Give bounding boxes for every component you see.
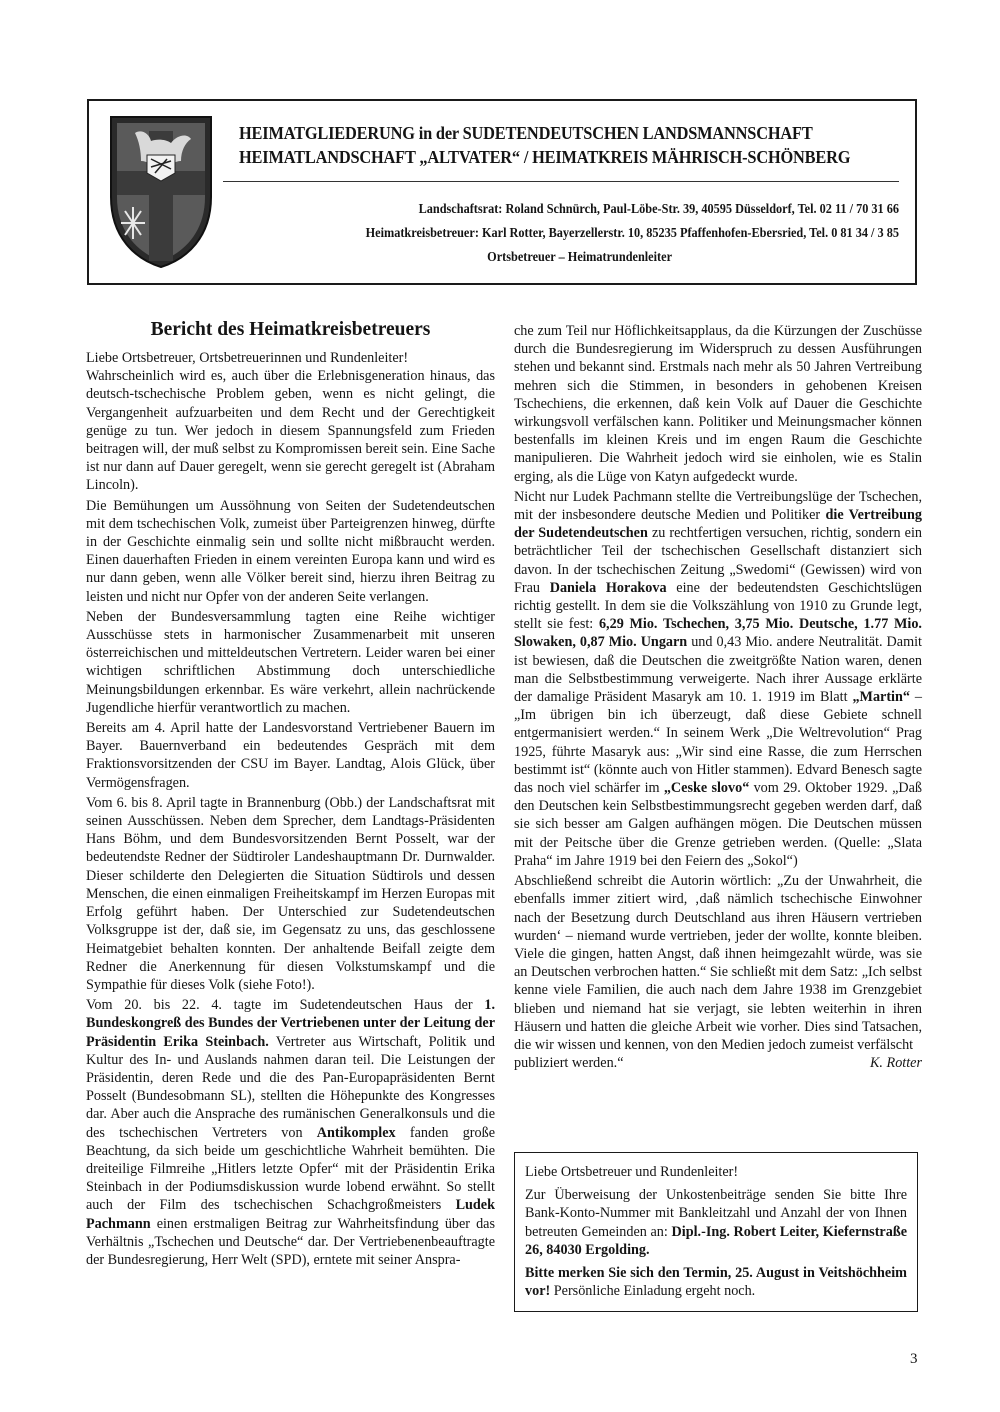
- coat-of-arms-eagle-icon: [107, 111, 215, 271]
- contact-landschaftsrat: Landschaftsrat: Roland Schnürch, Paul-Löbe-Str. 39, 40595 Düsseldorf, Tel. 02 11 / 70 31 66: [418, 201, 899, 216]
- article-closing: publiziert werden.“: [514, 1055, 624, 1072]
- article-paragraph: Neben der Bundesversammlung tagten eine Reihe wichtiger Ausschüsse stets in harmonischer Zusammenarbeit mit unseren österreichischen und mitteldeutschen Vertretern. Leider waren bei einer wichtigen schriftlichen Abstimmung doch unterschiedliche Meinungsbildungen erkennbar. Es wäre verkehrt, allein nachrückende Jugendliche hierfür verantwortlich zu machen.: [86, 608, 495, 716]
- page-number: 3: [910, 1351, 918, 1367]
- article-salutation: Liebe Ortsbetreuer, Ortsbetreuerinnen und Rundenleiter!: [86, 350, 409, 366]
- article-title: Bericht des Heimatkreisbetreuers: [150, 319, 431, 340]
- article-paragraph: Vom 20. bis 22. 4. tagte im Sudetendeutschen Haus der 1. Bundeskongreß des Bundes der Vertriebenen unter der Leitung der Präsidentin Erika Steinbach. Vertreter aus Wirtschaft, Politik und Kultur des In- und Auslands nahmen daran teil. Die Leistungen der Präsidentin, deren Rede und die des Pan-Europapräsidenten Bernt Posselt (Bundesobmann SL), stellten die Höhepunkte des Kongresses dar. Aber auch die Ansprache des rumänischen Generalkonsuls und die des tschechischen Vertreters von Antikomplex fanden große Beachtung, da sich beide um geschichtliche Wahrheit bemühten. Die dreiteilige Filmreihe „Hitlers letzte Opfer“ mit der Präsidentin Erika Steinbach in der Podiumsdiskussion wurde lobend erwähnt. So stellt auch der Film des tschechischen Schachgroßmeisters Ludek Pachmann einen erstmaligen Beitrag zur Wahrheitsfindung über das Verhältnis „Tschechen und Deutsche“ dar. Der Vertriebenenbeauftragte der Bundesregierung, Herr Welt (SPD), erntete mit seiner Anspra-: [86, 997, 496, 1268]
- notice-date: Bitte merken Sie sich den Termin, 25. August in Veitshöchheim vor! Persönliche Einladung ergeht noch.: [525, 1265, 907, 1300]
- article-column-right: [514, 322, 922, 1072]
- bold-vertreibung: die Vertreibung der Sudetendeutschen: [514, 507, 922, 542]
- article-column-left: [86, 318, 495, 1271]
- article-paragraph: Bereits am 4. April hatte der Landesvorstand Vertriebener Bauern im Bayer. Bauernverband ein bedeutendes Gespräch mit dem Fraktionsvorsitzenden der CSU im Bayer. Landtag, Alois Glück, über Vermögensfragen.: [86, 720, 495, 791]
- header-title-line1: HEIMATGLIEDERUNG in der SUDETENDEUTSCHEN LANDSMANNSCHAFT: [239, 123, 813, 143]
- bold-kongress: 1. Bundeskongreß des Bundes der Vertriebenen unter der Leitung der Präsidentin Erika Steinbach.: [86, 997, 495, 1050]
- bold-horakova: Daniela Horakova: [549, 579, 667, 596]
- header-title-line2: HEIMATLANDSCHAFT „ALTVATER“ / HEIMATKREIS MÄHRISCH-SCHÖNBERG: [239, 147, 851, 167]
- bold-pachmann: Ludek Pachmann: [86, 1197, 495, 1232]
- bold-martin: „Martin“: [852, 689, 910, 706]
- article-paragraph: Die Bemühungen um Aussöhnung von Seiten der Sudetendeutschen mit dem tschechischen Volk, zumeist über Parteigrenzen hinweg, dürfte in der Geschichte einmalig sein und sollte nicht mißbraucht werden. Einen dauerhaften Frieden in einem vereinten Europa kann und wird es nur dann geben, wenn alle Völker bereit sind, hierzu ihren Beitrag zu leisten und nicht nur Opfer von der anderen Seite verlangen.: [86, 497, 495, 605]
- bold-antikomplex: Antikomplex: [316, 1124, 396, 1141]
- header-contacts: [223, 197, 899, 269]
- article-paragraph: Nicht nur Ludek Pachmann stellte die Vertreibungslüge der Tschechen, mit der insbesondere deutsche Medien und Politiker die Vertreibung der Sudetendeutschen zu rechtfertigen versuchen, richtig, sondern ein beträchtlicher Teil der tschechischen Gesellschaft distanziert sich davon. In der tschechischen Zeitung „Swedomi“ (Gewissen) wird von Frau Daniela Horakova eine der bedeutendsten Geschichtslügen richtig gestellt. In dem sie die Volkszählung von 1910 zu Grunde legt, stellt sie fest: 6,29 Mio. Tschechen, 3,75 Mio. Deutsche, 1.77 Mio. Slowaken, 0,87 Mio. Ungarn und 0,43 Mio. andere Neutralität. Damit ist bewiesen, daß die Deutschen die zweitgrößte Nation waren, denen man die Selbstbestimmung verweigerte. Nach ihrer Aussage erklärte der damalige Präsident Masaryk am 10. 1. 1919 im Blatt „Martin“ – „Im übrigen bin ich überzeugt, daß diese Gebiete schnell entgermanisiert werden.“ In seinem Werk „Die Weltrevolution“ Prag 1925, führte Masaryk aus: „Wir sind eine Rasse, die zum Herrschen bestimmt ist“ (könnte auch von Hitler stammen). Edvard Benesch sagte das noch viel schärfer im „Ceske slovo“ vom 29. Oktober 1929. „Daß den Deutschen kein Selbstbestimmungsrecht gegeben werden darf, daß sie sich besser am Galgen aufhängen mögen. Die Deutschen müssen mit der Peitsche über die Grenze getrieben werden. (Quelle: „Slata Praha“ im Jahre 1919 bei den Feiern des „Sokol“): [514, 488, 923, 869]
- header-divider: [223, 181, 899, 182]
- contact-heimatkreisbetreuer: Heimatkreisbetreuer: Karl Rotter, Bayerzellerstr. 10, 85235 Pfaffenhofen-Ebersried, Tel. 0 81 34 / 3 85: [365, 225, 899, 240]
- article-paragraph: Abschließend schreibt die Autorin wörtlich: „Zu der Unwahrheit, die ebenfalls immer zitiert wird, ‚daß nämlich tschechische Einwohner nach der Besetzung durch Deutschland aus ihren Häusern vertrieben wurden‘ – niemand wurde vertrieben, jeder der wollte, konnte bleiben. Viele die gingen, hatten Angst, daß ihnen heimgezahlt würde, was sie an Deutschen verbrochen hatten.“ Sie schließt mit dem Satz: „Ich selbst kenne viele Familien, die auch nach dem Jahre 1938 im Grenzgebiet blieben und niemand hat sie verjagt, sie lebten weiterhin in ihren Häusern und hatten die gleiche Arbeit wie vorher. Dies sind Tatsachen, die wir wissen und kennen, von den Medien jedoch zumeist verfälscht: [514, 873, 922, 1053]
- article-signature: K. Rotter: [869, 1055, 922, 1072]
- header-title: [239, 121, 871, 169]
- article-paragraph: Vom 6. bis 8. April tagte in Brannenburg (Obb.) der Landschaftsrat mit seinen Ausschüssen. Neben dem Sprecher, dem Landtags-Präsidenten Hans Böhm, und dem Bundesvorsitzenden Bernt Posselt, war der bedeutendste Redner der Südtiroler Landeshauptmann Dr. Durnwalder. Dieser schilderte den Delegierten die Situation Südtirols und dessen Menschen, die einen einmaligen Freiheitskampf im Herzen Europas mit Erfolg geführt haben. Der Unterschied zur Sudetendeutschen Volksgruppe ist der, daß sie, im Gegensatz zu uns, das geschlossene Heimatgebiet behalten konnten. Der anhaltende Beifall zeigte dem Redner die Anerkennung für diesen Volkstumskampf und die Sympathie für dieses Volk (siehe Foto!).: [86, 794, 495, 993]
- notice-greeting: Liebe Ortsbetreuer und Rundenleiter!: [525, 1164, 739, 1180]
- notice-address: Dipl.-Ing. Robert Leiter, Kiefernstraße 26, 84030 Ergolding.: [525, 1223, 908, 1258]
- notice-box: [514, 1152, 918, 1312]
- bold-volkszaehlung: 6,29 Mio. Tschechen, 3,75 Mio. Deutsche, 1.77 Mio. Slowaken, 0,87 Mio. Ungarn: [514, 616, 922, 651]
- header-box: [87, 99, 917, 285]
- bold-ceske-slovo: „Ceske slovo“: [663, 780, 750, 797]
- notice-body: Zur Überweisung der Unkostenbeiträge senden Sie bitte Ihre Bank-Konto-Nummer mit Bankleitzahl und Anzahl der von Ihnen betreuten Gemeinden an: Dipl.-Ing. Robert Leiter, Kiefernstraße 26, 84030 Ergolding.: [525, 1187, 908, 1258]
- article-paragraph: Wahrscheinlich wird es, auch über die Erlebnisgeneration hinaus, das deutsch-tschechische Problem geben, wenn es nicht gelingt, die Vergangenheit aufzuarbeiten und dem Recht und der Gerechtigkeit genüge zu tun. Wer jedoch in diesem Spannungsfeld zum Frieden beitragen will, der muß selbst zu Kompromissen bereit sein. Eine Sache ist nur dann auf Dauer geregelt, wenn sie gerecht geregelt ist (Abraham Lincoln).: [86, 368, 495, 494]
- article-signature-line: [514, 1054, 922, 1072]
- notice-date-bold: Bitte merken Sie sich den Termin, 25. August in Veitshöchheim vor!: [525, 1265, 907, 1300]
- contact-ortsbetreuer: Ortsbetreuer – Heimatrundenleiter: [487, 249, 673, 264]
- article-paragraph: che zum Teil nur Höflichkeitsapplaus, da die Kürzungen der Zuschüsse durch die Bundesregierung im Widerspruch zu dessen Ausführungen stehen und bekannt sind. Erstmals nach mehr als 50 Jahren Vertreibung mehren sich die Stimmen, in besonders in gehobenen Kreisen Tschechiens, die erkennen, daß kein Volk auf Dauer die Geschichte wirkungsvoll verfälschen kann. Politiker und Meinungsmacher können bestenfalls im kleinen Kreis und im engen Raum die Geschichte manipulieren. Die Wahrheit jedoch wird sie einholen, wie es Stalin erging, als die Lüge von Katyn aufgedeckt wurde.: [514, 323, 922, 485]
